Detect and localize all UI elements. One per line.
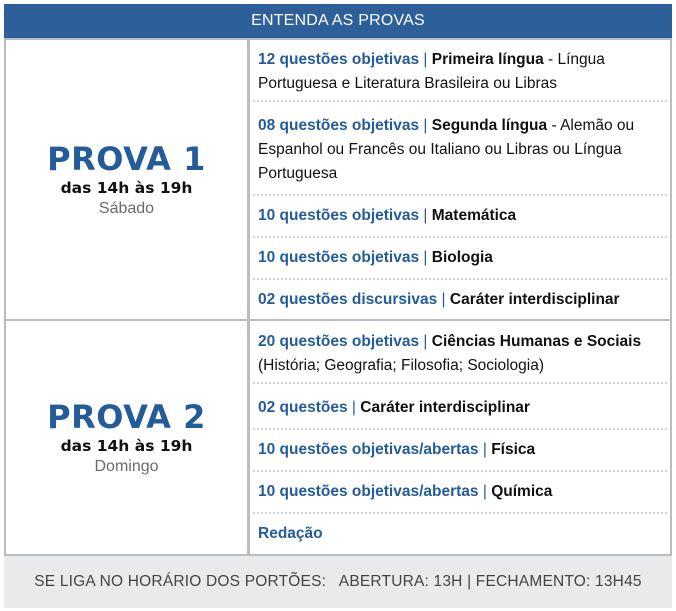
question-count: 12 questões objetivas	[258, 51, 420, 68]
row-divider	[253, 194, 667, 196]
subject: Física	[491, 441, 536, 458]
row-divider	[253, 428, 667, 430]
separator: |	[482, 441, 487, 458]
separator: |	[423, 333, 428, 350]
question-count: Redação	[258, 525, 323, 542]
separator: |	[423, 117, 428, 134]
list-item	[250, 396, 670, 430]
header-title: ENTENDA AS PROVAS	[251, 12, 425, 29]
list-item	[250, 438, 670, 472]
subject-detail: (História; Geografia; Filosofia; Sociologia)	[258, 357, 545, 374]
question-count: 10 questões objetivas	[258, 249, 420, 266]
question-count: 10 questões objetivas	[258, 207, 420, 224]
prova-1-block	[4, 38, 672, 321]
row-divider	[253, 382, 667, 384]
list-item	[250, 114, 670, 196]
subject: Caráter interdisciplinar	[449, 291, 620, 308]
separator: |	[482, 483, 487, 500]
subject: Matemática	[431, 207, 517, 224]
prova-1-summary	[6, 40, 250, 319]
prova-2-time: das 14h às 19h	[60, 436, 193, 455]
subject-detail: - Alemão ou Espanhol ou Francês ou Italiano ou Libras ou Língua Portuguesa	[258, 117, 635, 182]
prova-1-time: das 14h às 19h	[60, 178, 193, 197]
row-divider	[253, 236, 667, 238]
prova-1-list	[250, 40, 670, 319]
subject: Ciências Humanas e Sociais	[431, 333, 642, 350]
list-item	[250, 246, 670, 280]
question-count: 02 questões discursivas	[258, 291, 438, 308]
row-divider	[253, 278, 667, 280]
question-count: 10 questões objetivas/abertas	[258, 441, 479, 458]
separator: |	[423, 51, 428, 68]
list-item	[250, 48, 670, 102]
prova-2-summary	[6, 321, 250, 554]
separator: |	[423, 207, 428, 224]
separator: |	[441, 291, 446, 308]
list-item	[250, 330, 670, 384]
list-item	[250, 522, 670, 550]
subject-detail: - Língua Portuguesa e Literatura Brasileira ou Libras	[258, 51, 605, 92]
prova-2-block	[4, 319, 672, 556]
question-count: 08 questões objetivas	[258, 117, 420, 134]
question-count: 20 questões objetivas	[258, 333, 420, 350]
subject: Segunda língua	[431, 117, 548, 134]
subject: Primeira língua	[431, 51, 544, 68]
subject: Biologia	[431, 249, 493, 266]
row-divider	[253, 512, 667, 514]
list-item	[250, 204, 670, 238]
subject: Química	[491, 483, 553, 500]
prova-1-title: PROVA 1	[47, 139, 206, 178]
question-count: 10 questões objetivas/abertas	[258, 483, 479, 500]
question-count: 02 questões	[258, 399, 348, 416]
footer-text: SE LIGA NO HORÁRIO DOS PORTÕES: ABERTURA: 13H | FECHAMENTO: 13H45	[34, 573, 642, 590]
prova-2-title: PROVA 2	[47, 397, 206, 436]
list-item	[250, 288, 670, 316]
row-divider	[253, 100, 667, 102]
prova-2-list	[250, 321, 670, 554]
gate-times-footer	[4, 554, 672, 608]
header-banner	[4, 4, 672, 38]
separator: |	[423, 249, 428, 266]
separator: |	[351, 399, 356, 416]
prova-2-day: Domingo	[94, 457, 159, 475]
row-divider	[253, 470, 667, 472]
prova-1-day: Sábado	[98, 199, 155, 217]
exam-grid	[4, 38, 672, 554]
subject: Caráter interdisciplinar	[360, 399, 530, 416]
list-item	[250, 480, 670, 514]
